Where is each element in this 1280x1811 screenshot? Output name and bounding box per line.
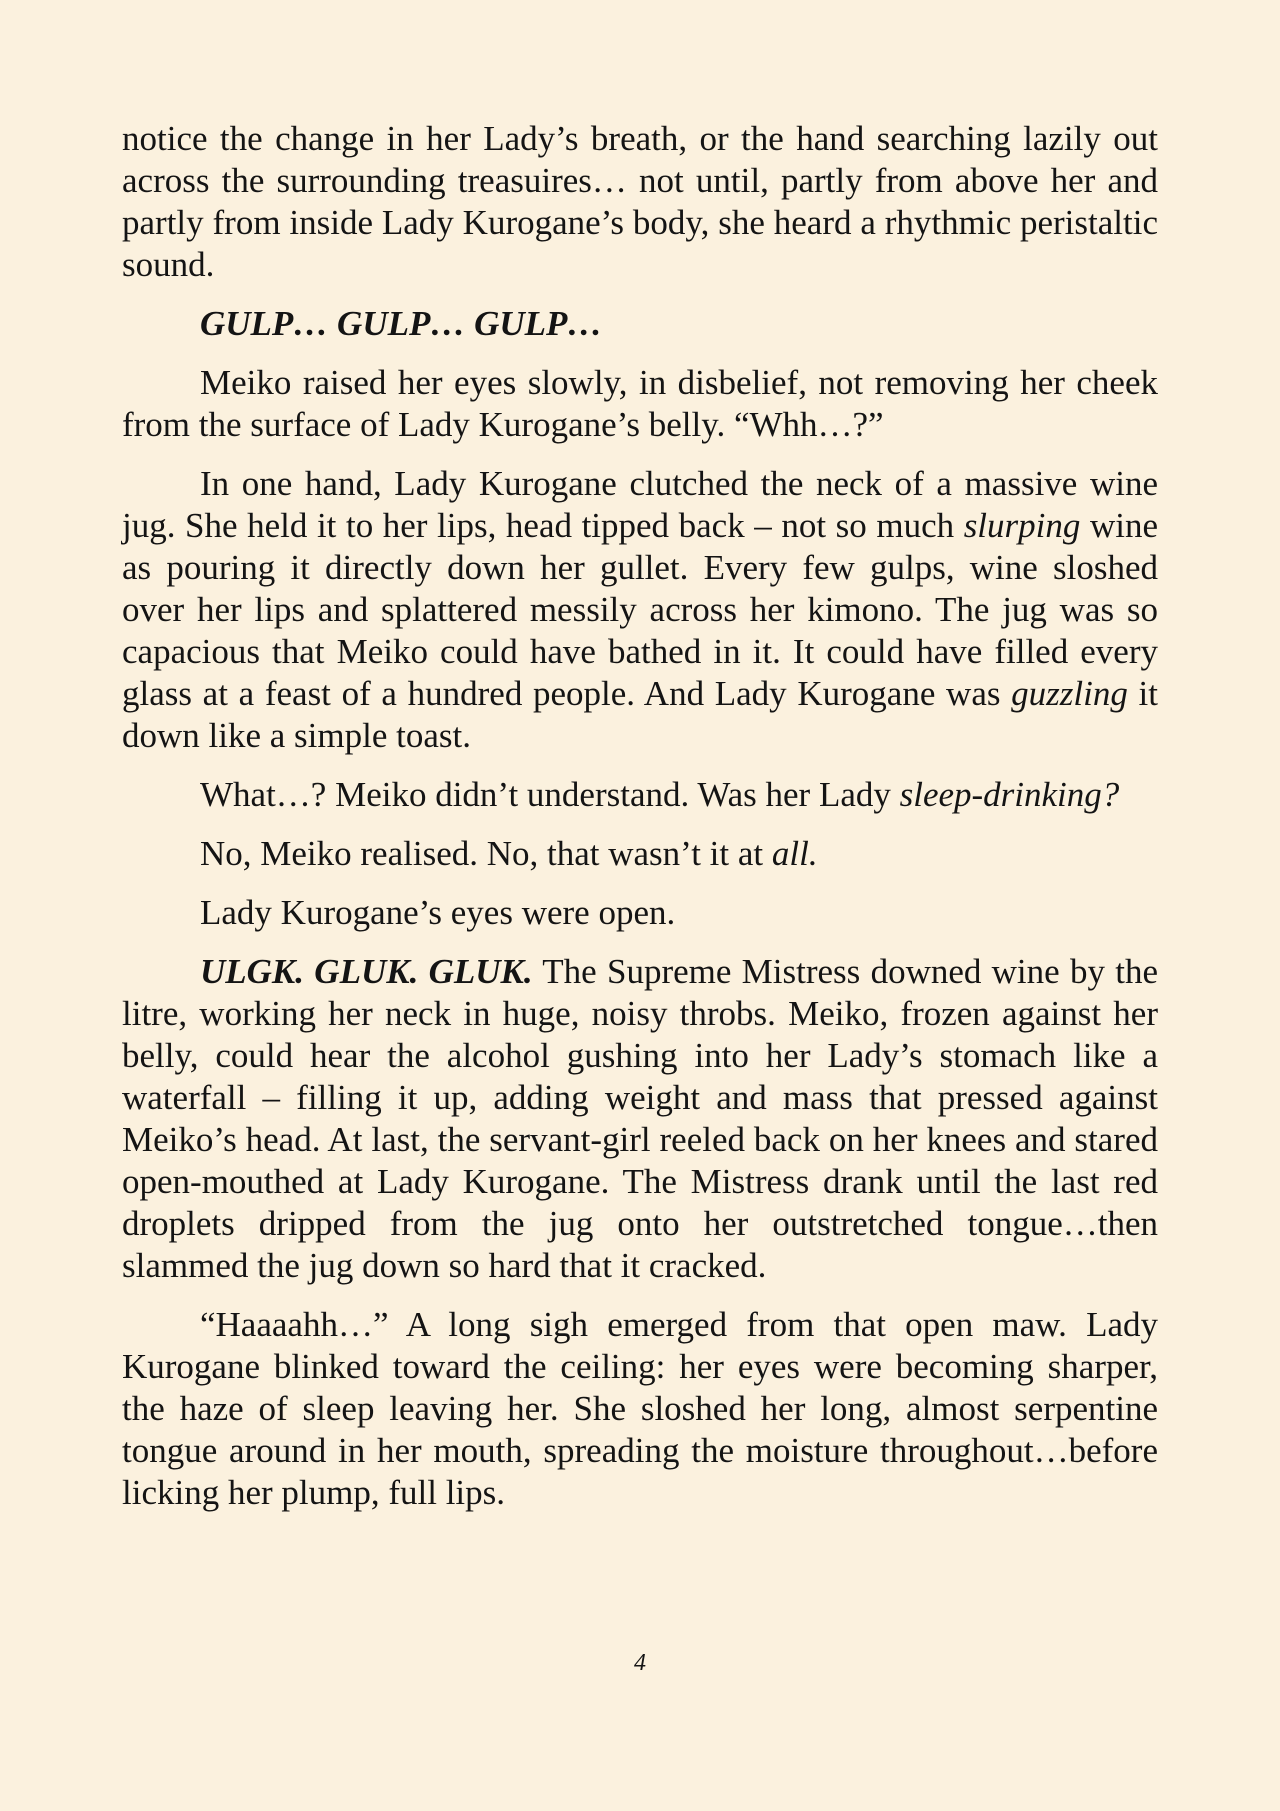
emphasis-guzzling: guzzling <box>1011 674 1128 713</box>
sound-effect-ulgk: ULGK. GLUK. GLUK. <box>200 952 533 991</box>
paragraph-2 <box>122 303 1158 345</box>
page-body <box>122 118 1158 1531</box>
paragraph-7 <box>122 892 1158 934</box>
paragraph-1 <box>122 118 1158 286</box>
paragraph-4-text-a: In one hand, Lady Kurogane clutched the neck of a massive wine jug. She held it to her lips, head tipped back – not so much <box>122 464 1158 545</box>
paragraph-5 <box>122 774 1158 816</box>
paragraph-9-text: “Haaaahh…” A long sigh emerged from that open maw. Lady Kurogane blinked toward the ceiling: her eyes were becoming sharper, the haze of sleep leaving her. She sloshed her long, almost serpentine tongue around in her mouth, spreading the moisture throughout…before licking her plump, full lips. <box>122 1305 1158 1512</box>
emphasis-sleep-drinking: sleep-drinking? <box>899 775 1120 814</box>
paragraph-3-text: Meiko raised her eyes slowly, in disbelief, not removing her cheek from the surface of Lady Kurogane’s belly. “Whh…?” <box>122 363 1158 444</box>
paragraph-6-text: No, Meiko realised. No, that wasn’t it at <box>200 834 772 873</box>
paragraph-5-text: What…? Meiko didn’t understand. Was her Lady <box>200 775 900 814</box>
paragraph-7-text: Lady Kurogane’s eyes were open. <box>200 893 676 932</box>
paragraph-9 <box>122 1304 1158 1514</box>
emphasis-all: all. <box>771 834 818 873</box>
sound-effect-gulp: GULP… GULP… GULP… <box>200 304 603 343</box>
emphasis-slurping: slurping <box>963 506 1081 545</box>
paragraph-4-text-b: wine as pouring it directly down her gullet. Every few gulps, wine sloshed over her lips and splattered messily across her kimono. The jug was so capacious that Meiko could have bathed in it. It could have filled every glass at a feast of a hundred people. And Lady Kurogane was <box>122 506 1158 713</box>
paragraph-4-text-c: it down like a simple toast. <box>122 674 1158 755</box>
paragraph-6 <box>122 833 1158 875</box>
paragraph-4 <box>122 463 1158 757</box>
paragraph-8 <box>122 951 1158 1287</box>
paragraph-3 <box>122 362 1158 446</box>
paragraph-8-text: The Supreme Mistress downed wine by the litre, working her neck in huge, noisy throbs. Meiko, frozen against her belly, could hear the alcohol gushing into her Lady’s stomach like a waterfall – filling it up, adding weight and mass that pressed against Meiko’s head. At last, the servant-girl reeled back on her knees and stared open-mouthed at Lady Kurogane. The Mistress drank until the last red droplets dripped from the jug onto her outstretched tongue…then slammed the jug down so hard that it cracked. <box>122 952 1159 1285</box>
page-number: 4 <box>634 1650 646 1676</box>
paragraph-1-text: notice the change in her Lady’s breath, or the hand searching lazily out across the surrounding treasuires… not until, partly from above her and partly from inside Lady Kurogane’s body, she heard a rhythmic peristaltic sound. <box>122 119 1158 284</box>
